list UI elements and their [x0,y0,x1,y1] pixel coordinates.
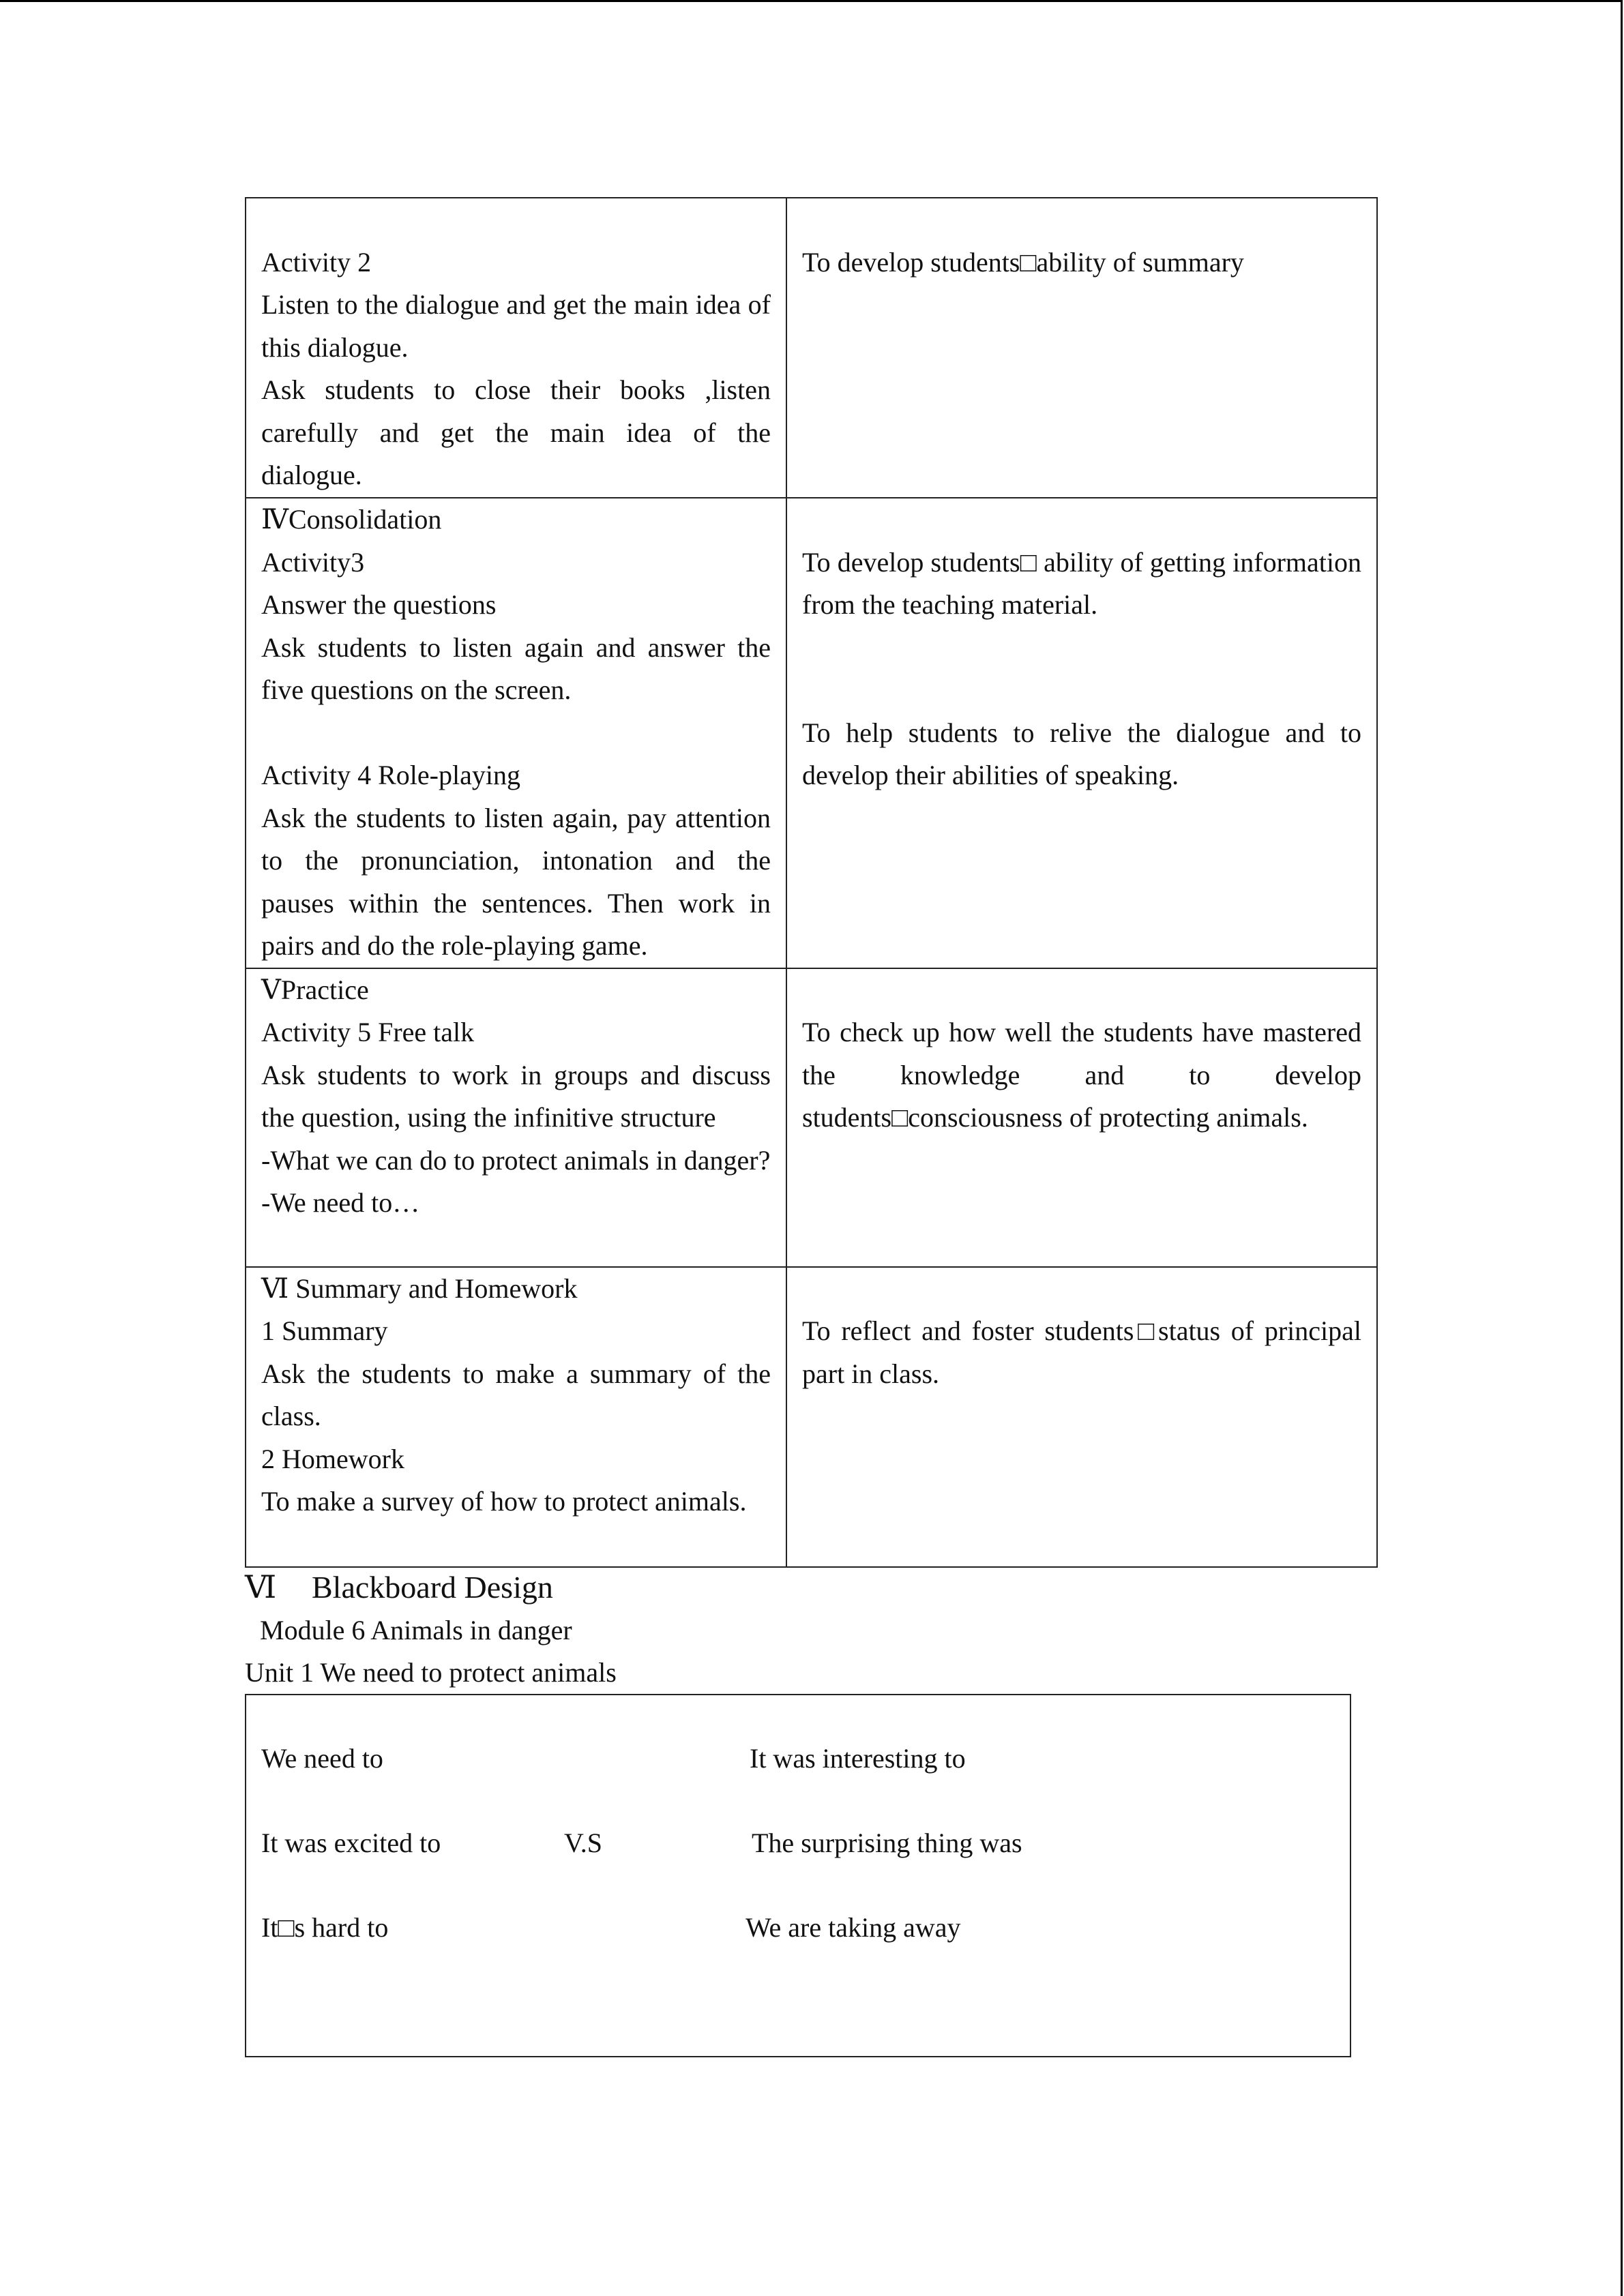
board-right-item: We are taking away [745,1912,961,1943]
cell-text-line: To make a survey of how to protect animals. [261,1486,747,1517]
cell-text-line: To help students to relive the dialogue and to develop their abilities of speaking. [802,717,1361,790]
cell-text-line: Ask the students to make a summary of the class. [261,1358,771,1431]
section-title: Blackboard Design [312,1570,553,1605]
cell-text-line: -What we can do to protect animals in danger? [261,1144,771,1176]
blank-line [802,969,1361,1012]
board-vs-label: V.S [564,1828,602,1858]
blank-line [802,498,1361,541]
blank-line [802,198,1361,241]
cell-text-line: Activity 4 Role-playing [261,760,520,790]
board-left-item: It was excited to [261,1828,441,1858]
cell-text-line: 2 Homework [261,1443,404,1474]
blank-line [261,198,771,241]
cell-text-line: ⅤPractice [261,974,369,1005]
procedure-cell [246,198,786,498]
procedure-cell [246,968,786,1267]
blank-line [802,627,1361,670]
purpose-cell [786,498,1377,968]
blank-line [802,1268,1361,1311]
cell-text-line: Ask students to listen again and answer the five questions on the screen. [261,631,771,705]
cell-text-line: Ask students to work in groups and discuss the question, using the infinitive structure [261,1059,771,1133]
purpose-cell [786,1267,1377,1567]
cell-text-line: Activity 5 Free talk [261,1017,475,1047]
cell-text-line: 1 Summary [261,1315,388,1346]
section-heading [245,1566,553,1609]
cell-text-line: Ask students to close their books ,listen carefully and get the main idea of the dialogue. [261,374,771,490]
cell-text-line: Ask the students to listen again, pay attention to the pronunciation, intonation and the pauses within the sentences. Then work in pairs and do the role-playing game. [261,802,771,961]
blackboard-box [245,1694,1351,2057]
table-row [246,1267,1377,1567]
section-number: Ⅵ [245,1570,277,1605]
table-row [246,198,1377,498]
cell-text-line: Activity3 [261,546,365,578]
board-right-item: The surprising thing was [752,1828,1022,1858]
unit-title: Unit 1 We need to protect animals [245,1657,617,1688]
cell-text-line: -We need to… [261,1187,420,1218]
module-title: Module 6 Animals in danger [260,1615,572,1645]
purpose-cell [786,968,1377,1267]
purpose-cell [786,198,1377,498]
cell-text-line: Activity 2 [261,246,372,278]
cell-text-line: Listen to the dialogue and get the main idea of this dialogue. [261,289,771,363]
lesson-plan-table [245,197,1378,1568]
blank-line [802,669,1361,712]
table-row [246,498,1377,968]
blank-line [261,712,771,755]
table-row [246,968,1377,1267]
board-left-item: We need to [261,1743,383,1774]
board-right-item: It was interesting to [750,1743,966,1774]
cell-text-line: Answer the questions [261,589,497,620]
cell-text-line: To check up how well the students have mastered the knowledge and to develop students□consciousness of protecting animals. [802,1017,1361,1133]
cell-text-line: ⅣConsolidation [261,504,442,535]
cell-text-line: To develop students□ ability of getting information from the teaching material. [802,546,1361,620]
procedure-cell [246,498,786,968]
cell-text-line: To reflect and foster students□status of principal part in class. [802,1315,1361,1389]
procedure-cell [246,1267,786,1567]
cell-text-line: Ⅵ Summary and Homework [261,1272,578,1304]
board-left-item: It□s hard to [261,1912,389,1943]
cell-text-line: To develop students□ability of summary [802,246,1244,278]
